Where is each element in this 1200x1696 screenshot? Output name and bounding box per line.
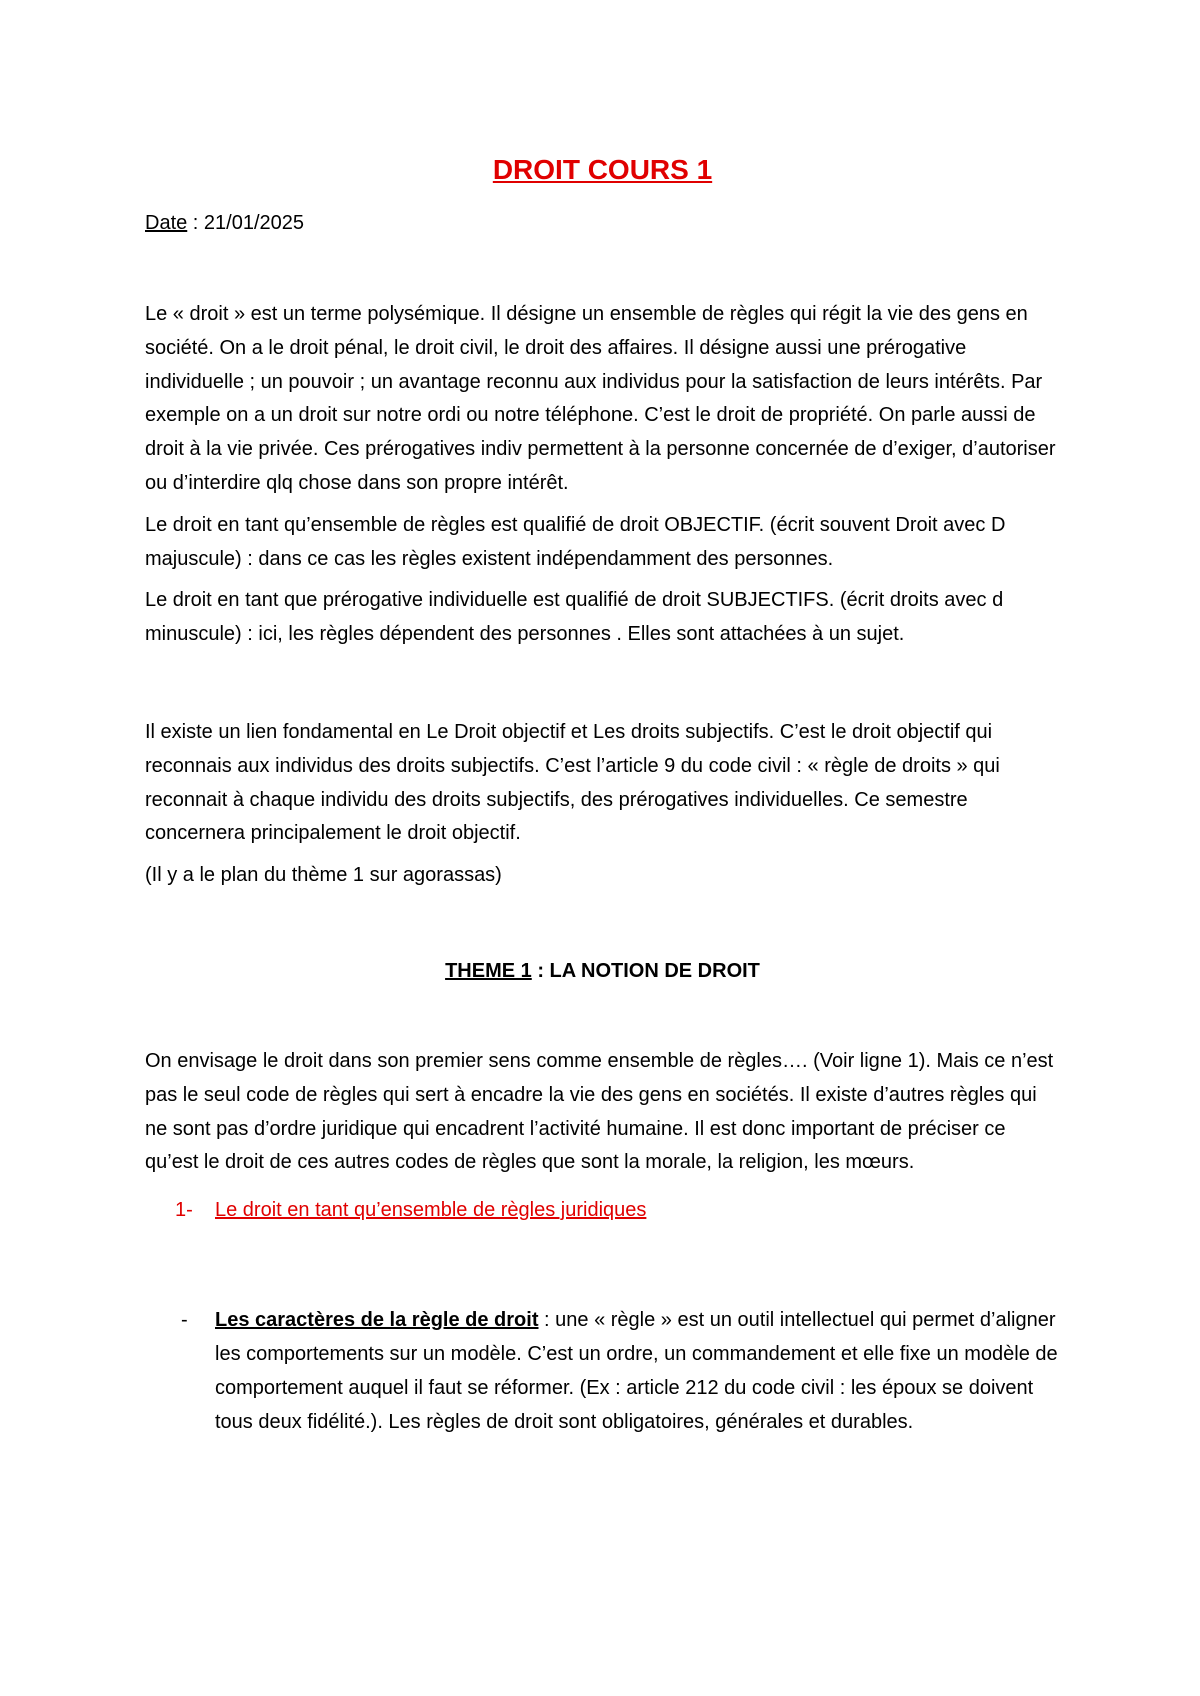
theme-title: : LA NOTION DE DROIT [531, 959, 760, 982]
paragraph-plan-note: (Il y a le plan du thème 1 sur agorassas) [145, 864, 502, 887]
section-title: Le droit en tant qu’ensemble de règles juridiques [215, 1199, 647, 1222]
bullet-text: : une « règle » est un outil intellectuel qui permet d’aligner les comportements sur un modèle. C’est un ordre, un commandement et elle fixe un modèle de comportement auquel il faut se réformer. (Ex : article 212 du code civil : les époux se doivent tous deux fidélité.). Les règles de droit sont obligatoires, générales et durables. [215, 1309, 1058, 1433]
bullet-dash: - [181, 1309, 188, 1332]
paragraph-theme-intro: On envisage le droit dans son premier sens comme ensemble de règles…. (Voir ligne 1). Mais ce n’est pas le seul code de règles qui sert à encadre la vie des gens en sociétés. Il existe d’autres règles qui ne sont pas d’ordre juridique qui encadrent l’activité humaine. Il est donc important de préciser ce qu’est le droit de ces autres codes de règles que sont la morale, la religion, les mœurs. [145, 1049, 1054, 1174]
blank-line [145, 660, 1060, 716]
paragraph-fundamental-link: Il existe un lien fondamental en Le Droit objectif et Les droits subjectifs. C’est le droit objectif qui reconnais aux individus des droits subjectifs. C’est l’article 9 du code civil : « règle de droits » qui reconnait à chaque individu des droits subjectifs, des prérogatives individuelles. Ce semestre concernera principalement le droit objectif. [145, 720, 1000, 845]
paragraph-polysemy: Le « droit » est un terme polysémique. Il désigne un ensemble de règles qui régit la vie des gens en société. On a le droit pénal, le droit civil, le droit des affaires. Il désigne aussi une prérogative individuelle ; un pouvoir ; un avantage reconnu aux individus pour la satisfaction de leurs intérêts. Par exemple on a un droit sur notre ordi ou notre téléphone. C’est le droit de propriété. On parle aussi de droit à la vie privée. Ces prérogatives indiv permettent à la personne concernée de d’exiger, d’autoriser ou d’interdire qlq chose dans son propre intérêt. [145, 303, 1056, 494]
section-number: 1- [175, 1199, 193, 1222]
date-value: 21/01/2025 [203, 212, 305, 234]
paragraph-subjective-rights: Le droit en tant que prérogative individuelle est qualifié de droit SUBJECTIFS. (écrit droits avec d minuscule) : ici, les règles dépendent des personnes . Elles sont attachées à un sujet. [145, 589, 1004, 646]
date-label: Date [145, 212, 188, 234]
bullet-item [181, 1304, 1060, 1439]
theme-label: THEME 1 [445, 959, 532, 982]
section-heading-1 [175, 1194, 1060, 1226]
paragraph-objective-law: Le droit en tant qu’ensemble de règles est qualifié de droit OBJECTIF. (écrit souvent Droit avec D majuscule) : dans ce cas les règles existent indépendamment des personnes. [145, 513, 1006, 570]
document-title: DROIT COURS 1 [492, 154, 713, 185]
date-line [145, 208, 1060, 238]
date-separator: : [187, 212, 204, 234]
blank-line [145, 901, 1060, 955]
bullet-content [215, 1304, 1060, 1439]
theme-heading [145, 955, 1060, 987]
bullet-label: Les caractères de la règle de droit [215, 1309, 539, 1332]
